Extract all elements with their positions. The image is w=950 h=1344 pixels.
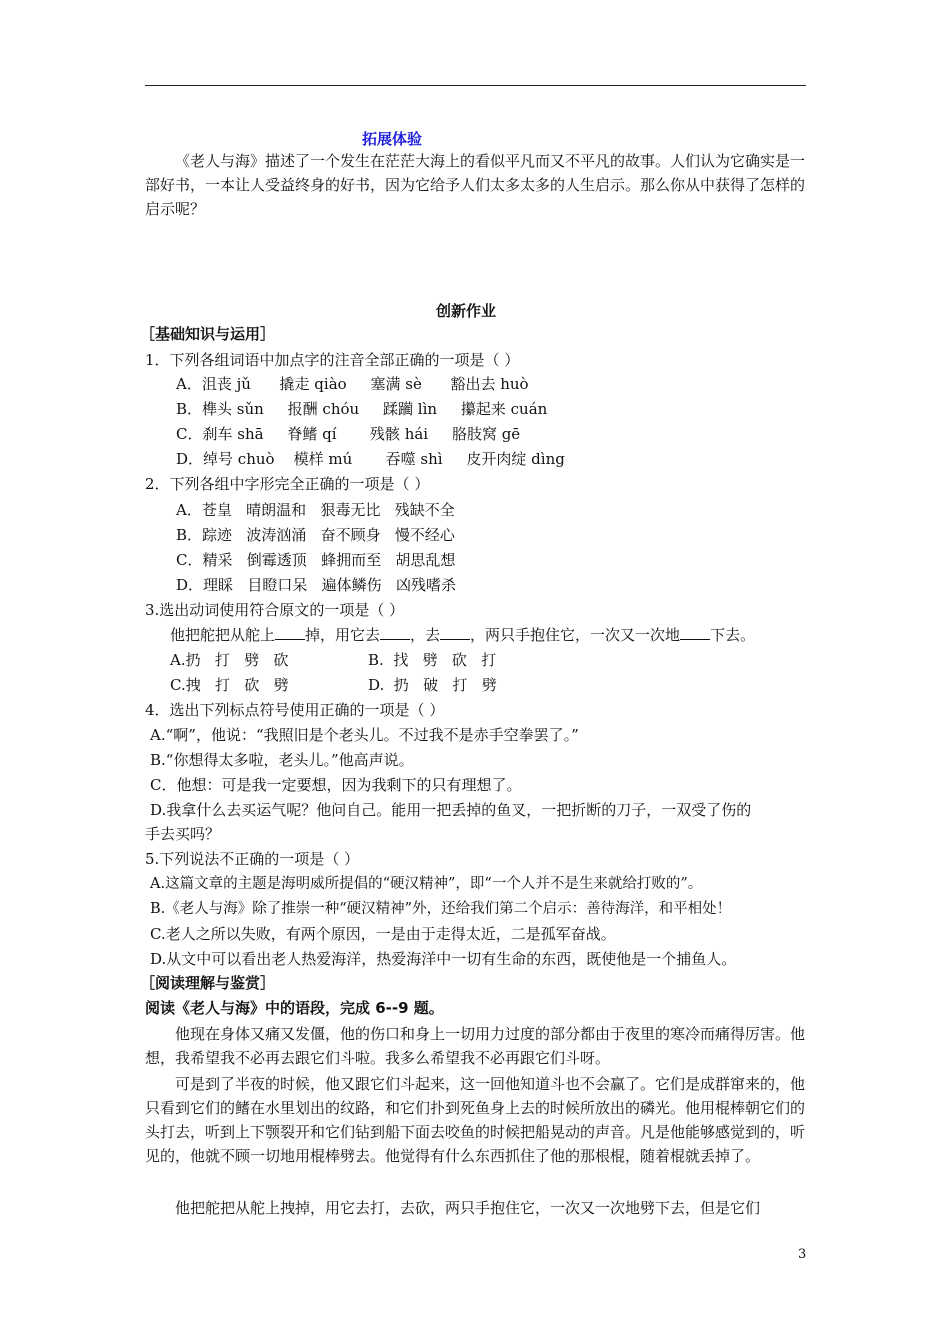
q1-option-c: C．刹车 shā 脊鳍 qí 残骸 hái 胳肢窝 gē bbox=[176, 425, 521, 443]
section-title-homework: 创新作业 bbox=[436, 302, 497, 320]
q2-stem: 2．下列各组中字形完全正确的一项是（ ） bbox=[145, 475, 430, 493]
reading-paragraph-2: 可是到了半夜的时候，他又跟它们斗起来，这一回他知道斗也不会赢了。它们是成群窜来的，他只看到它们的鳍在水里划出的纹路，和它们扑到死鱼身上去的时候所放出的磷光。他用棍棒朝它们的头打去，听到上下颚裂开和它们钻到船下面去咬鱼的时候把船晃动的声音。凡是他能够感觉到的，听见的，他就不顾一切地用棍棒劈去。他觉得有什么东西抓住了他的那根棍，随着棍就丢掉了。 bbox=[145, 1075, 806, 1165]
q3-option-a: A.扔 打 劈 砍 bbox=[170, 651, 289, 669]
q3-option-d: D. 扔 破 打 劈 bbox=[368, 676, 497, 694]
part2-heading: ［阅读理解与鉴赏］ bbox=[140, 974, 276, 992]
q3-sentence-part: 下去。 bbox=[710, 626, 756, 644]
q3-blank-3 bbox=[440, 625, 470, 640]
reading-paragraph-3: 他把舵把从舵上拽掉，用它去打，去砍，两只手抱住它，一次又一次地劈下去，但是它们 bbox=[175, 1199, 761, 1217]
q3-sentence-part: ，两只手抱住它，一次又一次地 bbox=[470, 626, 681, 644]
q3-blank-1 bbox=[275, 625, 305, 640]
q5-option-d: D.从文中可以看出老人热爱海洋，热爱海洋中一切有生命的东西，既使他是一个捕鱼人。 bbox=[150, 950, 737, 968]
q3-blank-2 bbox=[380, 625, 410, 640]
q1-option-a: A．沮丧 jǔ 撬走 qiào 塞满 sè 豁出去 huò bbox=[176, 375, 529, 393]
q2-option-c: C．精采 倒霉透顶 蜂拥而至 胡思乱想 bbox=[176, 551, 456, 569]
q5-option-c: C.老人之所以失败，有两个原因，一是由于走得太近，二是孤军奋战。 bbox=[150, 925, 616, 943]
q3-sentence bbox=[170, 625, 755, 645]
q4-option-d: D.我拿什么去买运气呢？他问自己。能用一把丢掉的鱼叉，一把折断的刀子，一双受了伤的 bbox=[150, 801, 752, 819]
q3-sentence-part: 掉，用它去 bbox=[305, 626, 381, 644]
q5-option-a: A.这篇文章的主题是海明威所提倡的“硬汉精神”，即“一个人并不是生来就给打败的”。 bbox=[150, 876, 703, 892]
q3-sentence-part: 他把舵把从舵上 bbox=[170, 626, 276, 644]
q2-option-a: A．苍皇 晴朗温和 狠毒无比 残缺不全 bbox=[176, 501, 455, 519]
section-title-expand: 拓展体验 bbox=[362, 130, 423, 148]
reading-paragraph-1: 他现在身体又痛又发僵，他的伤口和身上一切用力过度的部分都由于夜里的寒冷而痛得厉害。他想，我希望我不必再去跟它们斗啦。我多么希望我不必再跟它们斗呀。 bbox=[145, 1025, 806, 1067]
expand-paragraph: 《老人与海》描述了一个发生在茫茫大海上的看似平凡而又不平凡的故事。人们认为它确实是一部好书，一本让人受益终身的好书，因为它给予人们太多太多的人生启示。那么你从中获得了怎样的启示呢？ bbox=[145, 152, 806, 218]
q4-option-c: C．他想：可是我一定要想，因为我剩下的只有理想了。 bbox=[150, 776, 522, 794]
page-number: 3 bbox=[798, 1247, 807, 1262]
q3-blank-4 bbox=[680, 625, 710, 640]
q4-option-b: B.“你想得太多啦，老头儿。”他高声说。 bbox=[150, 751, 414, 769]
reading-intro: 阅读《老人与海》中的语段，完成 6--9 题。 bbox=[145, 999, 444, 1017]
header-rule bbox=[145, 85, 806, 86]
q5-stem: 5.下列说法不正确的一项是（ ） bbox=[145, 850, 360, 868]
q3-option-b: B. 找 劈 砍 打 bbox=[368, 651, 497, 669]
q2-option-b: B．踪迹 波涛汹涌 奋不顾身 慢不经心 bbox=[176, 526, 455, 544]
part1-heading: ［基础知识与运用］ bbox=[140, 325, 276, 343]
q4-option-a: A.“啊”，他说：“我照旧是个老头儿。不过我不是赤手空拳罢了。” bbox=[150, 726, 579, 744]
q1-option-b: B．榫头 sǔn 报酬 chóu 蹂躏 lìn 攥起来 cuán bbox=[176, 400, 548, 418]
q5-option-b: B.《老人与海》除了推崇一种“硬汉精神”外，还给我们第二个启示：善待海洋，和平相处！ bbox=[150, 901, 732, 917]
q3-option-c: C.拽 打 砍 劈 bbox=[170, 676, 289, 694]
q3-stem: 3.选出动词使用符合原文的一项是（ ） bbox=[145, 601, 405, 619]
q1-option-d: D．绰号 chuò 模样 mú 吞噬 shì 皮开肉绽 dìng bbox=[176, 450, 565, 468]
q2-option-d: D．理睬 目瞪口呆 遍体鳞伤 凶残嗜杀 bbox=[176, 576, 456, 594]
q4-option-d-cont: 手去买吗？ bbox=[145, 825, 221, 843]
q3-sentence-part: ，去 bbox=[410, 626, 441, 644]
q4-stem: 4．选出下列标点符号使用正确的一项是（ ） bbox=[145, 701, 445, 719]
q1-stem: 1．下列各组词语中加点字的注音全部正确的一项是（ ） bbox=[145, 351, 520, 369]
